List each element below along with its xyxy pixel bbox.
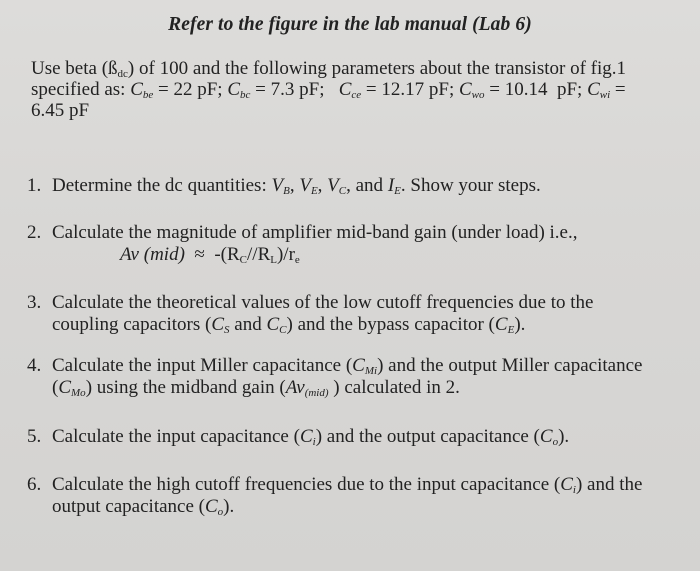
question-5-text: Calculate the input capacitance $(C_i)$ and the output capacitance $(C_o)$.	[52, 426, 570, 448]
question-number: 2.	[27, 222, 42, 243]
intro-line-3: 6.45 pF	[31, 100, 90, 121]
cce-symbol: C	[338, 79, 352, 100]
question-5	[27, 426, 692, 448]
question-1	[27, 175, 692, 197]
question-6	[27, 474, 692, 518]
question-6-text-line-2: output capacitance $(C_o)$.	[52, 496, 235, 518]
question-4-text-line-1: Calculate the input Miller capacitance $(C_{Mi})$ and the output Miller capacitance	[52, 355, 643, 377]
question-number: 4.	[27, 355, 42, 376]
question-3-text-line-2: coupling capacitors ($C_S$ and $C_C$) and the bypass capacitor $(C_E)$.	[52, 314, 526, 336]
page-title: Refer to the figure in the lab manual (Lab 6)	[168, 14, 532, 35]
gain-formula: Av $(mid) \approx -(R_C//R_L)/r_e$	[120, 244, 300, 266]
question-4	[27, 355, 692, 399]
question-number: 5.	[27, 426, 42, 447]
question-2	[27, 222, 692, 266]
question-number: 1.	[27, 175, 42, 196]
cwo-symbol: C	[458, 79, 472, 100]
question-2-text: Calculate the magnitude of amplifier mid-band gain (under load) i.e.,	[52, 222, 578, 243]
intro-line-1: Use beta $(ß_{dc})$ of 100 and the following parameters about the transistor of fig.1	[31, 58, 627, 80]
question-3-text-line-1: Calculate the theoretical values of the low cutoff frequencies due to the	[52, 292, 594, 313]
cbc-symbol: C	[227, 79, 241, 100]
cwi-symbol: C	[587, 79, 600, 100]
question-3	[27, 292, 692, 336]
question-4-text-line-2: $(C_{Mo})$ using the midband gain ($Av_{(mid)}$ ) calculated in 2.	[52, 377, 460, 399]
intro-paragraph	[31, 58, 691, 121]
question-6-text-line-1: Calculate the high cutoff frequencies due to the input capacitance $(C_i)$ and the	[52, 474, 643, 496]
intro-line-2: specified as: $C_{be} = 22$ pF; $C_{bc} = 7.3$ pF; $C_{ce} = 12.17$ pF; $C_{wo} = 10.14$ pF; $C_{wi}$ =	[31, 79, 626, 101]
question-number: 3.	[27, 292, 42, 313]
question-number: 6.	[27, 474, 42, 495]
question-1-text: Determine the dc quantities: $V_B$, $V_E$, $V_C$, and $I_E$. Show your steps.	[52, 175, 541, 197]
cbe-symbol: C	[130, 79, 143, 100]
